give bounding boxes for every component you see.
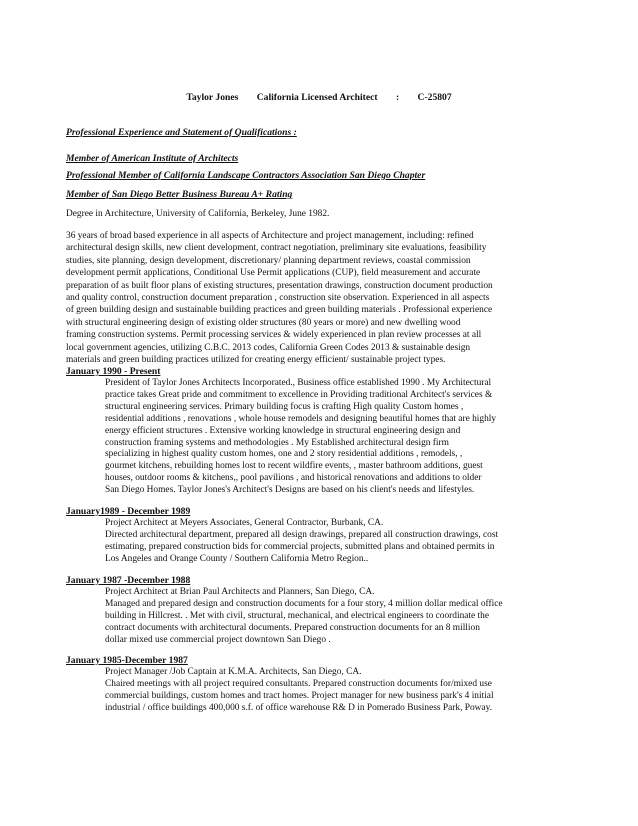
job-line: Managed and prepared design and construction documents for a four story, 4 million dollar medical office (105, 598, 503, 609)
degree-text: Degree in Architecture, University of California, Berkeley, June 1982. (66, 209, 330, 219)
job-line: gourmet kitchens, rebuilding homes lost to recent wildfire events, , master bathroom additions, guest (105, 461, 483, 472)
summary-line: preparation of as built floor plans of existing structures, presentation drawings, construction document production (66, 280, 493, 291)
license-number: C-25807 (417, 92, 452, 103)
author-title: California Licensed Architect (256, 92, 378, 103)
job-description-1990 (105, 378, 567, 497)
summary-paragraph (66, 230, 566, 366)
job-line: practice takes Great pride and commitment to excellence in Providing traditional Architect's services & (105, 389, 493, 400)
job-description-1987 (105, 587, 567, 647)
job-line: contract documents with architectural documents. Prepared construction documents for an 8 million (105, 622, 480, 633)
section-heading-aia: Member of American Institute of Architects (66, 153, 239, 164)
summary-line: architectural design skills, new client development, contract negotiation, preliminary site evaluations, feasibility (66, 243, 487, 254)
job-line: Directed architectural department, prepared all design drawings, prepared all construction drawings, cost (105, 529, 499, 540)
job-line: Project Manager /Job Captain at K.M.A. Architects, San Diego, CA. (105, 667, 362, 677)
job-line: specializing in highest quality custom homes, one and 2 story residential additions , remodels, , (105, 449, 463, 460)
job-line: houses, outdoor rooms & kitchens,, pool pavilions , and historical renovations and additions to older (105, 473, 482, 484)
job-line: industrial / office buildings 400,000 s.f. of office warehouse R& D in Pomerado Business Park, Poway. (105, 702, 493, 713)
job-line: building in Hillcrest. . Met with civil, structural, mechanical, and electrical engineers to coordinate the (105, 610, 489, 621)
summary-line: development permit applications, Conditional Use Permit applications (CUP), field measurement and accurate (66, 268, 481, 279)
summary-line: materials and green building practices utilized for creating energy efficient/ sustainable project types. (66, 355, 446, 366)
job-description-1989 (105, 518, 567, 566)
summary-line: of green building design and sustainable building practices and green building materials . Professional experience (66, 305, 493, 316)
author-name: Taylor Jones (186, 92, 239, 103)
section-heading-bbb: Member of San Diego Better Business Bureau A+ Rating (66, 189, 293, 200)
job-line: San Diego Homes. Taylor Jones's Architect's Designs are based on his client's needs and lifestyles. (105, 485, 475, 496)
job-line: President of Taylor Jones Architects Incorporated., Business office established 1990 . My Architectural (105, 378, 492, 388)
job-date-1990: January 1990 - Present (66, 366, 161, 377)
summary-line: local government agencies, utilizing C.B.C. 2013 codes, California Green Codes 2013 & sustainable design (66, 342, 471, 353)
job-date-1989: January1989 - December 1989 (66, 506, 191, 517)
job-line: Project Architect at Meyers Associates, General Contractor, Burbank, CA. (105, 518, 384, 528)
resume-header (0, 92, 638, 103)
job-line: residential additions , renovations , whole house remodels and designing beautiful homes that are highly (105, 413, 497, 424)
job-line: Los Angeles and Orange County / Southern California Metro Region.. (105, 553, 369, 564)
job-date-1987: January 1987 -December 1988 (66, 575, 191, 586)
section-heading-experience: Professional Experience and Statement of Qualifications : (66, 127, 297, 138)
job-line: energy efficient structures . Extensive working knowledge in structural engineering design and (105, 425, 461, 436)
summary-line: studies, site planning, design development, discretionary/ planning department reviews, coastal commission (66, 255, 471, 266)
summary-line: and quality control, construction document preparation , construction site observation. Experienced in all aspects (66, 293, 490, 304)
job-line: Chaired meetings with all project required consultants. Prepared construction documents for/mixed use (105, 678, 492, 689)
section-heading-clca: Professional Member of California Landscape Contractors Association San Diego Chapter (66, 170, 426, 181)
job-description-1985 (105, 667, 567, 715)
job-line: construction framing systems and methodologies . My Established architectural design firm (105, 437, 449, 448)
summary-line: framing construction systems. Permit processing services & widely experienced in plan review processes at all (66, 330, 482, 341)
job-date-1985: January 1985-December 1987 (66, 655, 188, 666)
summary-line: 36 years of broad based experience in all aspects of Architecture and project management, including: refined (66, 231, 474, 241)
job-line: commercial buildings, custom homes and tract homes. Project manager for new business park's 4 initial (105, 690, 494, 701)
summary-line: with structural engineering design of existing older structures (80 years or more) and new dwelling wood (66, 317, 461, 328)
job-line: estimating, prepared construction bids for commercial projects, submitted plans and obtained permits in (105, 541, 495, 552)
job-line: structural engineering services. Primary building focus is crafting High quality Custom homes , (105, 401, 464, 412)
job-line: Project Architect at Brian Paul Architects and Planners, San Diego, CA. (105, 587, 375, 597)
job-line: dollar mixed use commercial project downtown San Diego . (105, 634, 331, 645)
header-separator: : (395, 92, 400, 103)
